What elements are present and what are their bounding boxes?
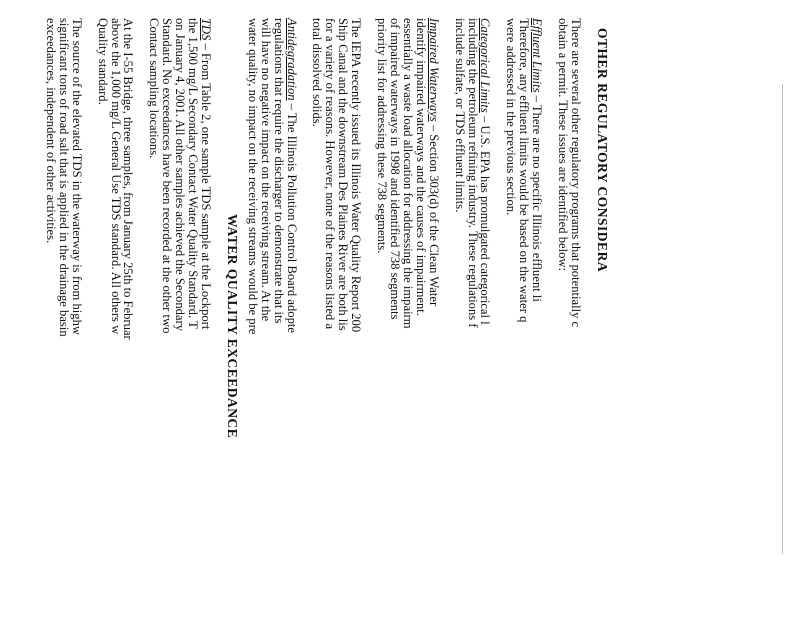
text-line: were addressed in the previous section.	[504, 18, 519, 216]
paragraph-lead: Categorical Limits	[478, 18, 493, 113]
page-edge-line	[782, 84, 783, 554]
spacer	[582, 18, 593, 618]
text-line	[479, 18, 492, 618]
text-line: on January 4, 2001. All other samples achieved the Secondary	[173, 18, 188, 332]
text-line: The source of the elevated TDS in the waterway is from highw	[69, 18, 84, 335]
text-line: obtain a permit. These issues are identified below:	[556, 18, 571, 271]
spacer	[491, 18, 504, 618]
spacer	[83, 18, 96, 618]
paragraph-lead: Impaired Waterways	[426, 18, 441, 122]
text-run: – From Table 2, one sample TDS sample at the Lockport	[198, 40, 213, 330]
tds-source-paragraph	[44, 18, 83, 618]
antidegradation-paragraph	[246, 18, 298, 618]
text-line: Quality standard.	[95, 18, 110, 105]
categorical-limits-paragraph	[453, 18, 492, 618]
i55-bridge-paragraph	[96, 18, 135, 618]
text-line: significant tons of road salt that is applied in the drainage basin	[56, 18, 71, 337]
section-heading: WATER QUALITY EXCEEDANCE	[224, 214, 240, 439]
document-body	[43, 18, 612, 618]
text-line: Therefore, any effluent limits would be based on the water q	[517, 18, 532, 323]
spacer	[440, 18, 453, 618]
text-line: regulations that require the discharger to demonstrate that its	[271, 18, 286, 324]
text-line: The IEPA recently issued its Illinois Water Quality Report 200	[349, 18, 364, 333]
text-line: of impaired waterways in 1998 and identified 738 segments	[388, 18, 403, 320]
intro-paragraph	[556, 18, 582, 618]
tds-paragraph	[147, 18, 212, 618]
text-line: Standard. No exceedances have been recorded at the other two	[160, 18, 175, 334]
text-line: essentially a waste load allocation for addressing the impairm	[400, 18, 415, 329]
text-line	[427, 18, 440, 618]
iepa-report-paragraph	[311, 18, 363, 618]
spacer	[298, 18, 311, 618]
text-run: – The Illinois Pollution Control Board adopte	[284, 100, 299, 333]
text-line: exceedances, independent of other activities.	[43, 18, 58, 244]
paragraph-lead: Antidegradation	[284, 18, 299, 101]
text-line: will have no negative impact on the receiving stream. At the	[258, 18, 273, 322]
text-line: There are several other regulatory programs that potentially c	[569, 18, 583, 328]
text-line: include sulfate, or TDS effluent limits.	[452, 18, 467, 213]
effluent-limits-paragraph	[504, 18, 543, 618]
spacer	[543, 18, 556, 618]
spacer	[362, 18, 375, 618]
text-line	[530, 18, 543, 618]
text-run: – Section 303(d) of the Clean Water	[426, 121, 441, 307]
text-line: total dissolved solids.	[310, 18, 325, 127]
paragraph-lead: TDS	[198, 18, 213, 41]
text-line	[285, 18, 298, 618]
text-line: At the I-55 Bridge, three samples, from January 25th to Februar	[121, 18, 136, 340]
document-title: OTHER REGULATORY CONSIDERA	[595, 28, 610, 273]
text-line: Contact sampling locations.	[147, 18, 162, 159]
paragraph-lead: Effluent Limits	[530, 18, 545, 93]
text-line: including the petroleum refining industry. These regulations f	[465, 18, 480, 328]
text-run: – U.S. EPA has promulgated categorical l	[478, 112, 493, 325]
text-line	[199, 18, 212, 618]
text-run: – There are no specific Illinois effluent li	[530, 92, 545, 302]
text-line: priority list for addressing these 738 segments.	[375, 18, 390, 254]
text-line: identify impaired waterways and the causes of impairment.	[413, 18, 428, 316]
text-line: water quality, no impact on the receiving streams would be pre	[245, 18, 260, 335]
impaired-waterways-paragraph	[375, 18, 440, 618]
text-line: the 1,500 mg/L Secondary Contact Water Quality Standard. T	[186, 18, 201, 329]
text-line: above the 1,000 mg/L General Use TDS standard. All others w	[108, 18, 123, 335]
spacer	[134, 18, 147, 618]
spacer	[212, 18, 223, 618]
text-line: Ship Canal and the downstream Des Plaines River are both lis	[336, 18, 351, 331]
text-line: for a variety of reasons. However, none of the reasons listed a	[323, 18, 338, 330]
